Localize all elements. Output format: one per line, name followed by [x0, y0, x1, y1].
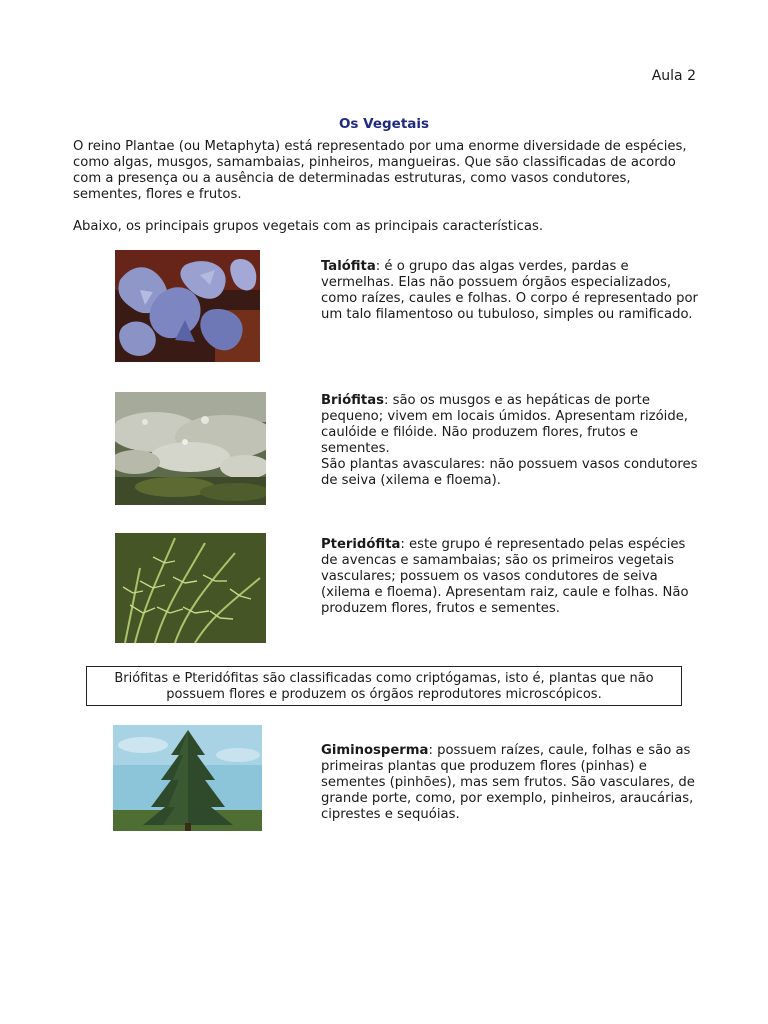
intro-paragraph: O reino Plantae (ou Metaphyta) está representado por uma enorme diversidade de espécies, como algas, musgos, samambaias, pinheiros, mangueiras. Que são classificadas de acordo com a presença ou a ausência de determinadas estruturas, como vasos condutores, sementes, flores e frutos. — [73, 139, 687, 202]
talofita-description — [321, 259, 701, 323]
pteridofita-description — [321, 537, 701, 617]
giminosperma-text: : possuem raízes, caule, folhas e são as primeiras plantas que produzem flores (pinhas) e sementes (pinhões), mas sem frutos. São vasculares, de grande porte, como, por exemplo, pinheiros, araucárias, ciprestes e sequóias. — [321, 743, 695, 822]
briofitas-description — [321, 393, 701, 489]
talofita-text: : é o grupo das algas verdes, pardas e vermelhas. Elas não possuem órgãos especializados, como raízes, caules e folhas. O corpo é representado por um talo filamentoso ou tubuloso, simples ou ramificado. — [321, 259, 698, 322]
page-title: Os Vegetais — [338, 116, 430, 132]
algae-photo — [115, 250, 260, 362]
lesson-label: Aula 2 — [651, 68, 696, 84]
group-name-briofitas: Briófitas — [321, 393, 384, 408]
group-name-giminosperma: Giminosperma — [321, 743, 429, 758]
fern-photo — [115, 533, 266, 643]
briofitas-text: : são os musgos e as hepáticas de porte pequeno; vivem em locais úmidos. Apresentam rizóide, caulóide e filóide. Não produzem flores, frutos e sementes. — [321, 393, 689, 456]
moss-photo — [115, 392, 266, 505]
group-name-pteridofita: Pteridófita — [321, 537, 401, 552]
intro-paragraph-2: Abaixo, os principais grupos vegetais com as principais características. — [73, 219, 544, 234]
group-name-talofita: Talófita — [321, 259, 376, 274]
briofitas-text-2: São plantas avasculares: não possuem vasos condutores de seiva (xilema e floema). — [321, 457, 698, 488]
pteridofita-text: : este grupo é representado pelas espécies de avencas e samambaias; são os primeiros vegetais vasculares; possuem os vasos condutores de seiva (xilema e floema). Apresentam raiz, caule e folhas. Não produzem flores, frutos e sementes. — [321, 537, 689, 616]
giminosperma-description — [321, 743, 701, 823]
pine-tree-photo — [113, 725, 262, 831]
note-box: Briófitas e Pteridófitas são classificadas como criptógamas, isto é, plantas que não possuem flores e produzem os órgãos reprodutores microscópicos. — [86, 666, 682, 706]
